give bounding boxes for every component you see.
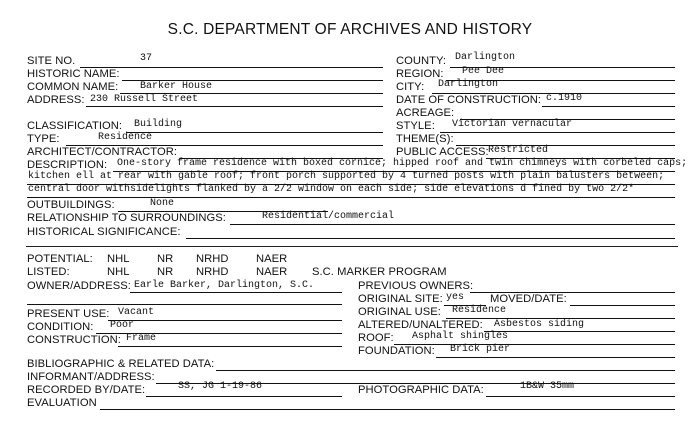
outbuildings-value: None: [150, 198, 175, 209]
common-name-value: Barker House: [140, 81, 213, 92]
foundation-line: [436, 357, 675, 358]
informant-label: INFORMANT/ADDRESS:: [27, 371, 155, 383]
roof-value: Asphalt shingles: [412, 331, 509, 342]
original-use-value: Residence: [452, 305, 507, 316]
previous-owners-label: PREVIOUS OWNERS:: [358, 280, 474, 292]
description-line-1: One-story frame residence with boxed cornice; hipped roof and twin chimneys with corbeled caps;: [117, 158, 688, 169]
photographic-line: [486, 396, 675, 397]
owner-address-label: OWNER/ADDRESS:: [27, 280, 131, 292]
region-value: Pee Dee: [462, 66, 505, 77]
present-use-line: [108, 320, 342, 321]
outbuildings-label: OUTBUILDINGS:: [27, 199, 115, 211]
common-name-label: COMMON NAME:: [27, 81, 119, 93]
potential-nr: NR: [157, 253, 174, 265]
listed-naer: NAER: [256, 266, 288, 278]
listed-nr: NR: [157, 266, 174, 278]
condition-label: CONDITION:: [27, 321, 94, 333]
significance-label: HISTORICAL SIGNIFICANCE:: [27, 226, 181, 238]
relationship-value: Residential/commercial: [262, 211, 395, 222]
address-label: ADDRESS:: [27, 94, 85, 106]
photographic-label: PHOTOGRAPHIC DATA:: [358, 384, 484, 396]
roof-line: [394, 344, 675, 345]
recorded-by-label: RECORDED BY/DATE:: [27, 384, 146, 396]
listed-nrhd: NRHD: [196, 266, 229, 278]
date-construction-line: [542, 106, 675, 107]
moved-date-label: MOVED/DATE:: [490, 293, 567, 305]
bibliographic-line: [216, 370, 675, 371]
address-value: 230 Russell Street: [90, 94, 199, 105]
potential-naer: NAER: [256, 253, 288, 265]
original-site-value: yes: [446, 292, 465, 303]
condition-value: Poor: [110, 320, 135, 331]
public-access-label: PUBLIC ACCESS:: [396, 146, 489, 158]
description-line-2: kitchen ell at rear with gable roof; front porch supported by 4 turned posts with plain balusters between;: [28, 171, 665, 182]
site-no-label: SITE NO.: [27, 55, 76, 67]
classification-line: [126, 132, 383, 133]
roof-label: ROOF:: [358, 332, 394, 344]
type-label: TYPE:: [27, 133, 60, 145]
present-use-label: PRESENT USE:: [27, 308, 110, 320]
foundation-label: FOUNDATION:: [358, 345, 435, 357]
potential-nrhd: NRHD: [196, 253, 229, 265]
recorded-by-line: [146, 396, 342, 397]
listed-nhl: NHL: [107, 266, 130, 278]
potential-label: POTENTIAL:: [27, 253, 93, 265]
classification-label: CLASSIFICATION:: [27, 120, 123, 132]
style-label: STYLE:: [396, 120, 435, 132]
style-line: [440, 132, 675, 133]
site-no-value: 37: [140, 53, 153, 64]
date-construction-label: DATE OF CONSTRUCTION:: [396, 94, 542, 106]
themes-label: THEME(S):: [396, 133, 454, 145]
original-site-label: ORIGINAL SITE:: [358, 293, 443, 305]
city-label: CITY:: [396, 81, 425, 93]
type-value: Residence: [98, 132, 153, 143]
evaluation-line: [100, 409, 675, 410]
site-no-line: [80, 67, 383, 68]
altered-value: Asbestos siding: [494, 319, 585, 330]
description-underline-3: [27, 197, 675, 198]
owner-address-line-2: [27, 304, 342, 305]
county-label: COUNTY:: [396, 55, 447, 67]
altered-label: ALTERED/UNALTERED:: [358, 319, 483, 331]
owner-address-line: [130, 292, 342, 293]
construction-label: CONSTRUCTION:: [27, 334, 121, 346]
potential-nhl: NHL: [107, 253, 130, 265]
listed-label: LISTED:: [27, 266, 70, 278]
moved-date-line: [570, 305, 675, 306]
architect-label: ARCHITECT/CONTRACTOR:: [27, 146, 178, 158]
evaluation-label: EVALUATION: [27, 397, 97, 409]
significance-line: [186, 238, 675, 239]
city-value: Darlington: [438, 79, 499, 90]
historic-name-label: HISTORIC NAME:: [27, 68, 120, 80]
original-use-label: ORIGINAL USE:: [358, 306, 441, 318]
section-divider: [26, 246, 678, 247]
relationship-line: [230, 224, 675, 225]
description-label: DESCRIPTION:: [27, 159, 108, 171]
classification-value: Building: [134, 119, 183, 130]
region-label: REGION:: [396, 68, 444, 80]
construction-value: Frame: [126, 333, 157, 344]
form-title: S.C. DEPARTMENT OF ARCHIVES AND HISTORY: [167, 21, 533, 38]
date-construction-value: c.1910: [546, 93, 583, 104]
county-value: Darlington: [455, 52, 516, 63]
description-line-3: central door withsidelights flanked by a 2/2 window on each side; side elevations d fined by two 2/2*: [28, 184, 635, 195]
relationship-label: RELATIONSHIP TO SURROUNDINGS:: [27, 212, 226, 224]
public-access-value: Restricted: [488, 145, 549, 156]
marker-program-label: S.C. MARKER PROGRAM: [312, 266, 447, 278]
owner-address-value: Earle Barker, Darlington, S.C.: [134, 280, 315, 291]
recorded-by-value: SS, JG 1-19-86: [178, 381, 263, 392]
construction-line: [118, 346, 342, 347]
style-value: Victorian vernacular: [452, 119, 573, 130]
bibliographic-label: BIBLIOGRAPHIC & RELATED DATA:: [27, 358, 215, 370]
altered-line: [484, 331, 675, 332]
foundation-value: Brick pier: [450, 344, 511, 355]
present-use-value: Vacant: [118, 307, 155, 318]
photographic-value: 1B&W 35mm: [520, 381, 575, 392]
address-line: [86, 106, 383, 107]
acreage-label: ACREAGE:: [396, 107, 455, 119]
